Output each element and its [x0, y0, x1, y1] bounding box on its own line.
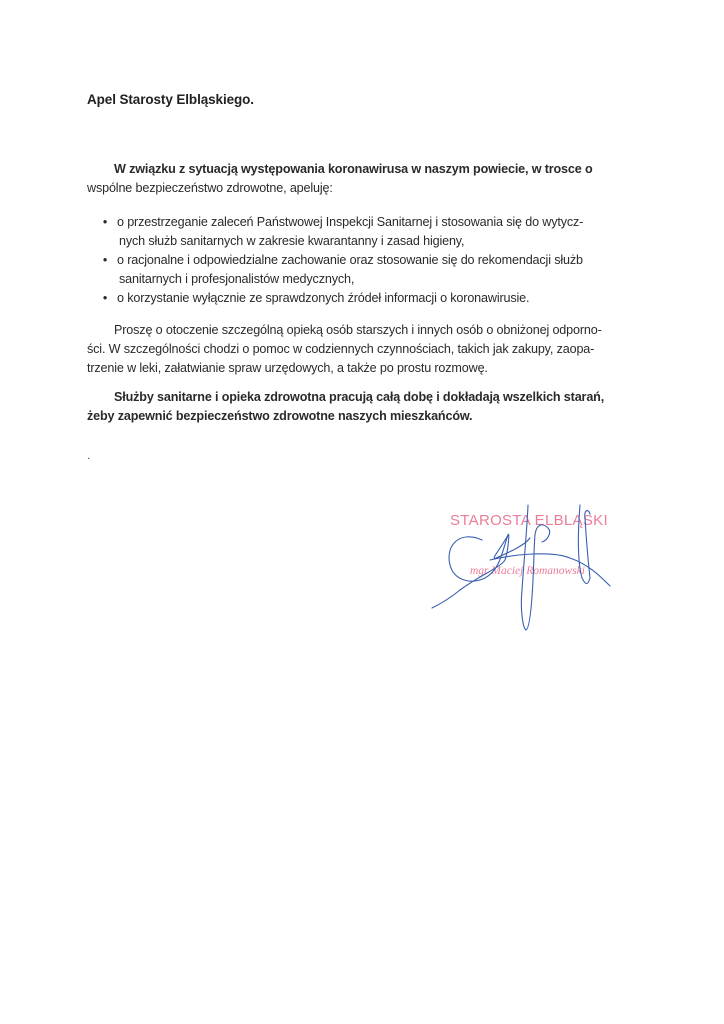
- official-stamp: [430, 490, 630, 640]
- bullet-icon: •: [102, 215, 108, 229]
- list-item-line2: nych służb sanitarnych w zakresie kwarantanny i zasad higieny,: [119, 234, 465, 248]
- list-item-line1: o racjonalne i odpowiedzialne zachowanie oraz stosowanie się do rekomendacji służb: [117, 253, 583, 267]
- bullet-icon: •: [102, 291, 108, 305]
- intro-paragraph: [87, 160, 635, 198]
- list-item-line2: sanitarnych i profesjonalistów medycznych,: [119, 272, 355, 286]
- paragraph3-line1: Służby sanitarne i opieka zdrowotna pracują całą dobę i dokładają wszelkich starań,: [114, 390, 605, 404]
- stamp-name: mgr Maciej Romanowski: [470, 565, 585, 577]
- list-item: [101, 251, 636, 289]
- handwritten-signature: [430, 490, 630, 640]
- list-item-line1: o przestrzeganie zaleceń Państwowej Inspekcji Sanitarnej i stosowania się do wytycz-: [117, 215, 584, 229]
- stray-mark: .: [87, 448, 91, 462]
- appeal-list: [101, 213, 636, 308]
- paragraph2-line1: Proszę o otoczenie szczególną opieką osób starszych i innych osób o obniżonej odporno-: [114, 323, 602, 337]
- elderly-care-paragraph: [87, 321, 635, 378]
- list-item: [101, 289, 636, 308]
- list-item: [101, 213, 636, 251]
- paragraph2-line3: trzenie w leki, załatwianie spraw urzędowych, a także po prostu rozmowę.: [87, 361, 488, 375]
- bullet-icon: •: [102, 253, 108, 267]
- paragraph2-line2: ści. W szczególności chodzi o pomoc w codziennych czynnościach, takich jak zakupy, zaopa-: [87, 342, 595, 356]
- list-item-line1: o korzystanie wyłącznie ze sprawdzonych źródeł informacji o koronawirusie.: [117, 291, 530, 305]
- signature-stroke: [432, 505, 610, 630]
- stamp-title: STAROSTA ELBLĄSKI: [450, 512, 608, 529]
- services-paragraph: [87, 388, 635, 426]
- paragraph3-line2: żeby zapewnić bezpieczeństwo zdrowotne naszych mieszkańców.: [87, 409, 473, 423]
- document-title: Apel Starosty Elbląskiego.: [87, 92, 254, 107]
- intro-bold-text: W związku z sytuacją występowania koronawirusa w naszym powiecie, w trosce o: [114, 162, 593, 176]
- intro-normal-text: wspólne bezpieczeństwo zdrowotne, apeluję:: [87, 181, 333, 195]
